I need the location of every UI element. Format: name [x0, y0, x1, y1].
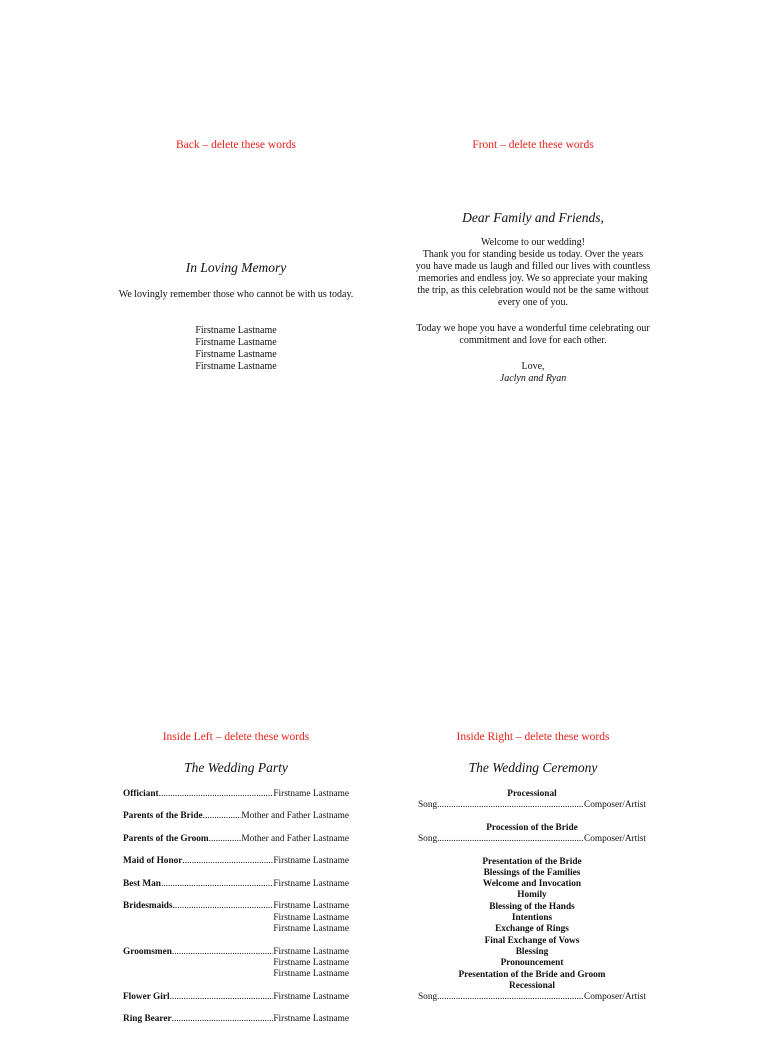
ceremony-item: Pronouncement [500, 958, 564, 969]
party-name: Firstname Lastname [273, 924, 349, 935]
party-role: Best Man [123, 878, 161, 889]
song-label: Song [418, 834, 438, 845]
party-name: Firstname Lastname [273, 901, 349, 912]
party-group [123, 947, 349, 981]
party-group [123, 789, 349, 800]
party-name: Firstname Lastname [273, 946, 349, 957]
leader-dots [437, 800, 584, 811]
memory-text: We lovingly remember those who cannot be with us today. [118, 289, 354, 300]
ceremony-item: Exchange of Rings [495, 924, 569, 935]
party-group [123, 856, 349, 867]
party-name: Firstname Lastname [273, 969, 349, 980]
leader-dots [437, 834, 584, 845]
party-name: Mother and Father Lastname [241, 811, 349, 822]
leader-dots [161, 879, 273, 890]
party-name: Firstname Lastname [273, 1014, 349, 1025]
inside-left-panel-label: Inside Left – delete these words [162, 731, 310, 743]
party-role: Parents of the Groom [123, 833, 209, 844]
party-group [123, 901, 349, 935]
party-role: Groomsmen [123, 946, 172, 957]
ceremony-item: Blessings of the Families [483, 867, 581, 878]
party-name: Firstname Lastname [273, 878, 349, 889]
party-role: Officiant [123, 789, 159, 799]
song-label: Song [418, 992, 438, 1003]
ceremony-order [418, 857, 646, 993]
party-row [123, 947, 349, 958]
party-row [123, 811, 349, 822]
closing [415, 361, 651, 385]
party-group [123, 811, 349, 822]
ceremony-item: Blessing of the Hands [489, 901, 575, 912]
party-name: Firstname Lastname [273, 856, 349, 867]
today-text: Today we hope you have a wonderful time celebrating our commitment and love for each other. [416, 323, 650, 347]
party-name: Firstname Lastname [273, 991, 349, 1002]
ceremony-item: Presentation of the Bride [482, 856, 582, 867]
party-name: Mother and Father Lastname [241, 833, 349, 844]
leader-dots [173, 901, 274, 912]
party-name: Firstname Lastname [273, 957, 349, 968]
party-group [123, 834, 349, 845]
song-artist: Composer/Artist [584, 834, 646, 845]
leader-dots [159, 789, 274, 800]
processional-title: Processional [507, 789, 557, 799]
ceremony-heading: The Wedding Ceremony [468, 760, 598, 775]
party-row [123, 856, 349, 867]
ceremony-item: Final Exchange of Vows [484, 935, 580, 946]
party-role: Bridesmaids [123, 901, 173, 912]
song-artist: Composer/Artist [584, 992, 646, 1003]
party-row [123, 834, 349, 845]
love-line: Love, [521, 361, 545, 372]
inside-right-panel-label: Inside Right – delete these words [456, 731, 610, 743]
ceremony-item: Welcome and Invocation [482, 879, 582, 890]
ceremony-item: Presentation of the Bride and Groom [458, 969, 606, 980]
back-panel-label: Back – delete these words [175, 139, 297, 151]
leader-dots [203, 811, 242, 822]
party-row [123, 789, 349, 800]
memory-names [118, 325, 354, 373]
signature: Jaclyn and Ryan [499, 373, 567, 385]
procession-bride-title: Procession of the Bride [486, 822, 578, 833]
party-role: Ring Bearer [123, 1014, 172, 1025]
ceremony-item: Intentions [511, 913, 553, 924]
ceremony-program [418, 789, 646, 1003]
party-role: Maid of Honor [123, 856, 183, 867]
song-artist: Composer/Artist [584, 800, 646, 811]
song-row [418, 800, 646, 811]
leader-dots [437, 992, 584, 1003]
greeting-heading: Dear Family and Friends, [462, 210, 604, 225]
ceremony-item: Blessing [515, 946, 549, 957]
party-role: Parents of the Bride [123, 811, 203, 822]
party-role: Flower Girl [123, 991, 170, 1002]
party-group [123, 879, 349, 890]
party-row [123, 879, 349, 890]
ceremony-item: Recessional [509, 980, 555, 991]
song-row [418, 992, 646, 1003]
welcome-paragraph: Thank you for standing beside us today. Over the years you have made us laugh and filled our lives with countless memories and endless joy. We so appreciate your making the trip, as this celebration would not be the same without every one of you. [415, 249, 651, 309]
party-row [123, 901, 349, 912]
ceremony-item: Homily [517, 890, 547, 901]
party-group [123, 992, 349, 1003]
wedding-party-heading: The Wedding Party [184, 760, 288, 775]
leader-dots [172, 947, 273, 958]
leader-dots [182, 856, 273, 867]
welcome-line: Welcome to our wedding! [481, 237, 585, 248]
memory-name: Firstname Lastname [195, 325, 277, 336]
party-name: Firstname Lastname [273, 912, 349, 923]
party-row [123, 992, 349, 1003]
song-label: Song [418, 800, 438, 811]
memory-heading: In Loving Memory [185, 260, 287, 275]
wedding-party-list [123, 789, 349, 1037]
song-row [418, 834, 646, 845]
leader-dots [209, 834, 242, 845]
memory-name: Firstname Lastname [195, 361, 277, 373]
party-name: Firstname Lastname [273, 789, 349, 799]
front-panel-label: Front – delete these words [472, 139, 594, 151]
leader-dots [170, 992, 274, 1003]
welcome-text [415, 237, 651, 310]
memory-name: Firstname Lastname [195, 337, 277, 349]
memory-name: Firstname Lastname [195, 349, 277, 361]
